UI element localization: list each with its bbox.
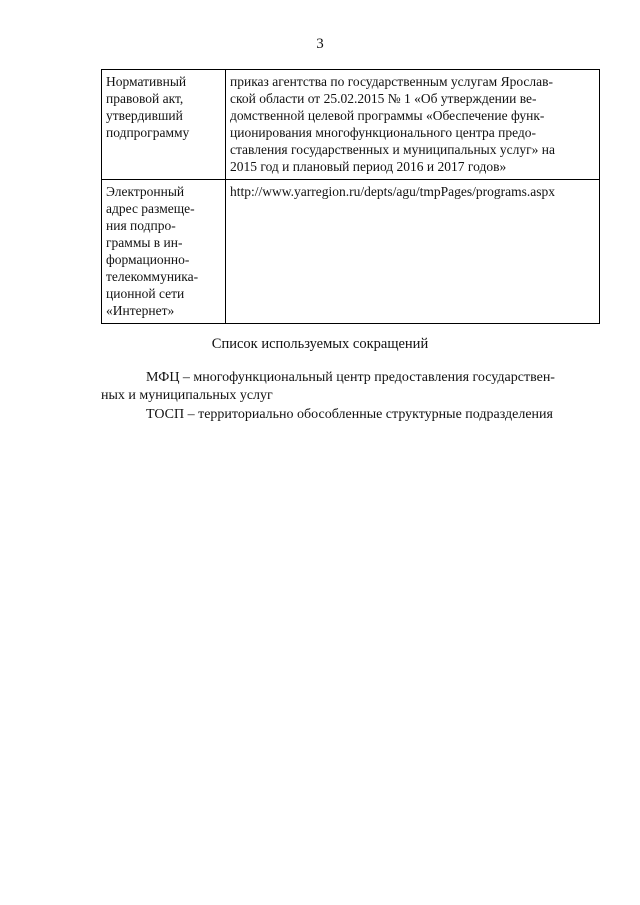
label-line: Нормативный <box>106 74 187 89</box>
row-value-cell <box>226 180 600 324</box>
row-label-cell <box>102 180 226 324</box>
label-line: формационно- <box>106 252 190 267</box>
label-line: правовой акт, <box>106 91 184 106</box>
row-label-cell <box>102 70 226 180</box>
value-line: ской области от 25.02.2015 № 1 «Об утверждении ве- <box>230 91 537 106</box>
abbreviation-line: МФЦ – многофункциональный центр предоставления государствен- <box>146 370 555 385</box>
program-info-table <box>101 69 600 324</box>
abbreviation-line: ных и муниципальных услуг <box>101 388 273 403</box>
table-row <box>102 70 600 180</box>
value-line: 2015 год и плановый период 2016 и 2017 годов» <box>230 159 507 174</box>
abbreviation-line: ТОСП – территориально обособленные структурные подразделения <box>146 407 553 422</box>
page-number: 3 <box>316 36 324 52</box>
value-line: ционирования многофункционального центра предо- <box>230 125 537 140</box>
value-line: домственной целевой программы «Обеспечение функ- <box>230 108 545 123</box>
label-line: ционной сети <box>106 286 185 301</box>
label-line: утвердивший <box>106 108 183 123</box>
program-url-link[interactable]: http://www.yarregion.ru/depts/agu/tmpPages/programs.aspx <box>230 184 555 199</box>
abbreviations-title: Список используемых сокращений <box>211 336 429 352</box>
label-line: адрес размеще- <box>106 201 195 216</box>
label-line: граммы в ин- <box>106 235 183 250</box>
abbreviation-item <box>101 406 600 424</box>
label-line: Электронный <box>106 184 185 199</box>
abbreviation-item <box>101 369 600 405</box>
label-line: ния подпро- <box>106 218 176 233</box>
row-value-cell <box>226 70 600 180</box>
label-line: подпрограмму <box>106 125 190 140</box>
table-row <box>102 180 600 324</box>
value-line: ставления государственных и муниципальных услуг» на <box>230 142 555 157</box>
label-line: «Интернет» <box>106 303 175 318</box>
label-line: телекоммуника- <box>106 269 199 284</box>
value-line: приказ агентства по государственным услугам Ярослав- <box>230 74 554 89</box>
